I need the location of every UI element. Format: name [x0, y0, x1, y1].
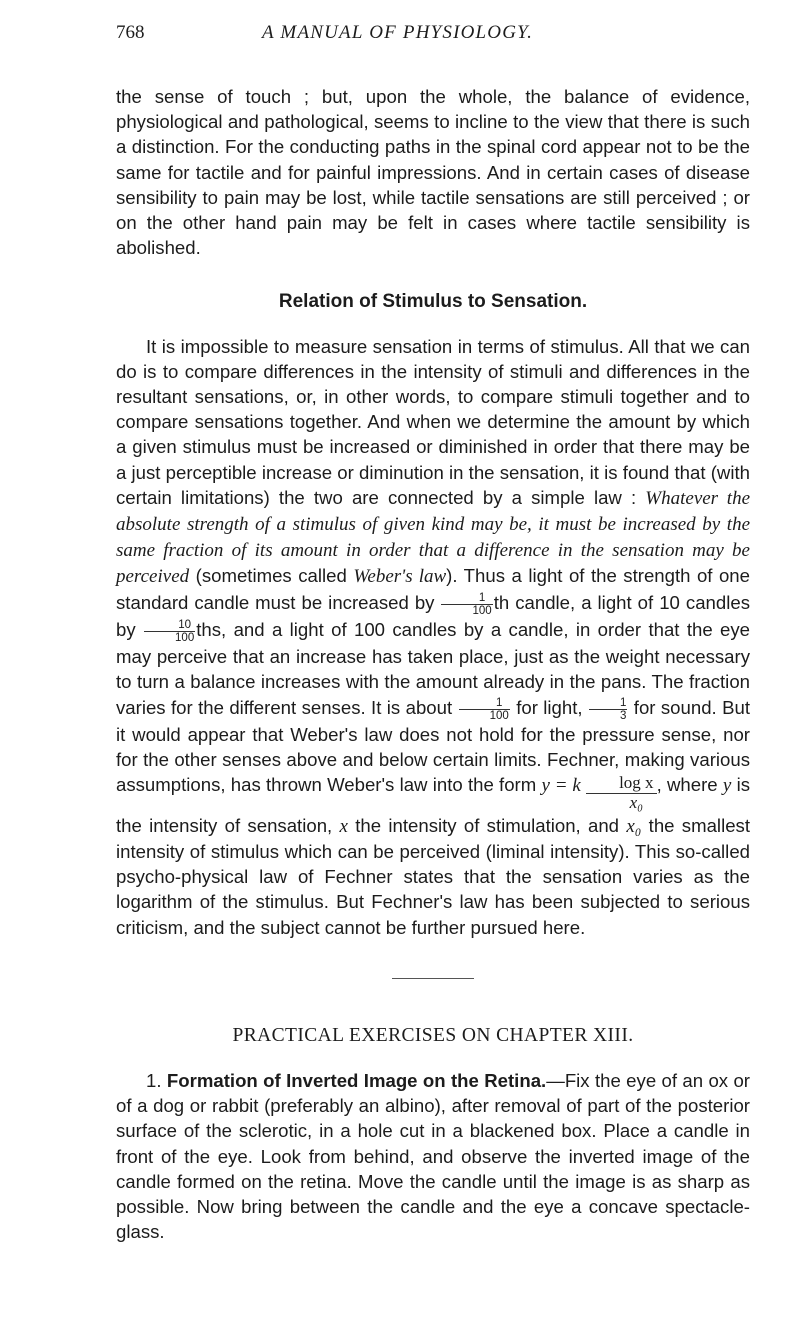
text-run: , where: [656, 774, 718, 796]
text-run: the intensity of stimulation, and: [355, 814, 620, 836]
weber-law-statement: Whatever the absolute strength of a stimulus of given kind may be, it must be increased by the same fraction of its amount in order that a difference in the sensation may be perceived: [116, 487, 751, 588]
fraction-one-hundredth: $\frac{1}{100}$: [441, 592, 492, 617]
weber-law-name: Weber's law: [353, 566, 447, 588]
variable-y: y: [722, 775, 732, 797]
fraction-ten-hundredths: $\frac{10}{100}$: [144, 619, 195, 644]
continuation-paragraph: the sense of touch ; but, upon the whole, the balance of evidence, physiological and pathological, seems to incline to the view that there is such a distinction. For the conducting paths in the spinal cord appear not to be the same for tactile and for painful impressions. And in certain cases of disease sensibility to pain may be lost, while tactile sensations are still perceived ; or on the other hand pain may be felt in cases where tactile sensibility is abolished.: [116, 86, 750, 259]
exercise-item-1: [116, 1068, 750, 1244]
page-number: 768: [116, 22, 145, 43]
text-run: (sometimes called: [195, 565, 347, 587]
text-run: the smallest intensity of stimulus which can be perceived (liminal intensity). This so-called psycho-physical law of Fechner states that the sensation varies as the logarithm of the stimulus. But Fechner's law has been subjected to serious criticism, and the subject cannot be further pursued here.: [116, 814, 751, 938]
text-run: ). Thus a light of the strength of one standard candle must be increased by: [116, 565, 750, 613]
variable-x0: x₀: [626, 815, 642, 837]
section-heading: Relation of Stimulus to Sensation.: [278, 291, 588, 313]
running-head: [116, 14, 750, 54]
fechner-formula: $\frac{\text{log x}}{\text{x₀}}$: [586, 774, 656, 812]
section-divider: [392, 978, 474, 979]
exercise-text: —Fix the eye of an ox or of a dog or rabbit (preferably an albino), after removal of part of the posterior surface of the sclerotic, in a hole cut in a blackened box. Place a candle in front of the eye. Look from behind, and observe the inverted image of the candle formed on the retina. Move the candle until the image is as sharp as possible. Now bring between the candle and the eye a concave spectacle-glass.: [116, 1069, 750, 1243]
exercise-title: Formation of Inverted Image on the Retina.: [166, 1069, 547, 1091]
fraction-light: $\frac{1}{100}$: [459, 697, 510, 722]
text-run: th candle, a light of 10 candles by: [116, 591, 750, 640]
text-run: is the intensity of sensation,: [116, 774, 750, 836]
exercise-number: 1.: [146, 1069, 162, 1091]
text-run: for sound. But it would appear that Weber's law does not hold for the pressure sense, nor for the other senses above and below certain limits. Fechner, making various assumptions, has thrown Weber's law into the form: [116, 696, 751, 796]
text-run: for light,: [516, 696, 583, 718]
exercises-heading: PRACTICAL EXERCISES ON CHAPTER XIII.: [232, 1024, 634, 1046]
text-run: ths, and a light of 100 candles by a candle, in order that the eye may perceive that an increase has taken place, just as the weight necessary to turn a balance increases with the amount already in the pans. The fraction varies for the different senses. It is about: [116, 618, 751, 718]
formula-lhs: y = k: [541, 775, 581, 797]
text-run: It is impossible to measure sensation in terms of stimulus. All that we can do is to compare differences in the intensity of stimuli and differences in the resultant sensations, or, in other words, to compare stimuli together and to compare sensations together. And when we determine the amount by which a given stimulus must be increased or diminished in order that there may be a just perceptible increase or diminution in the sensation, it is found that (with certain limitations) the two are connected by a simple law :: [116, 335, 750, 508]
weber-law-paragraph: [116, 334, 750, 940]
running-title: A MANUAL OF PHYSIOLOGY.: [262, 22, 534, 43]
fraction-sound: $\frac{1}{3}$: [589, 697, 627, 722]
variable-x: x: [339, 815, 348, 837]
